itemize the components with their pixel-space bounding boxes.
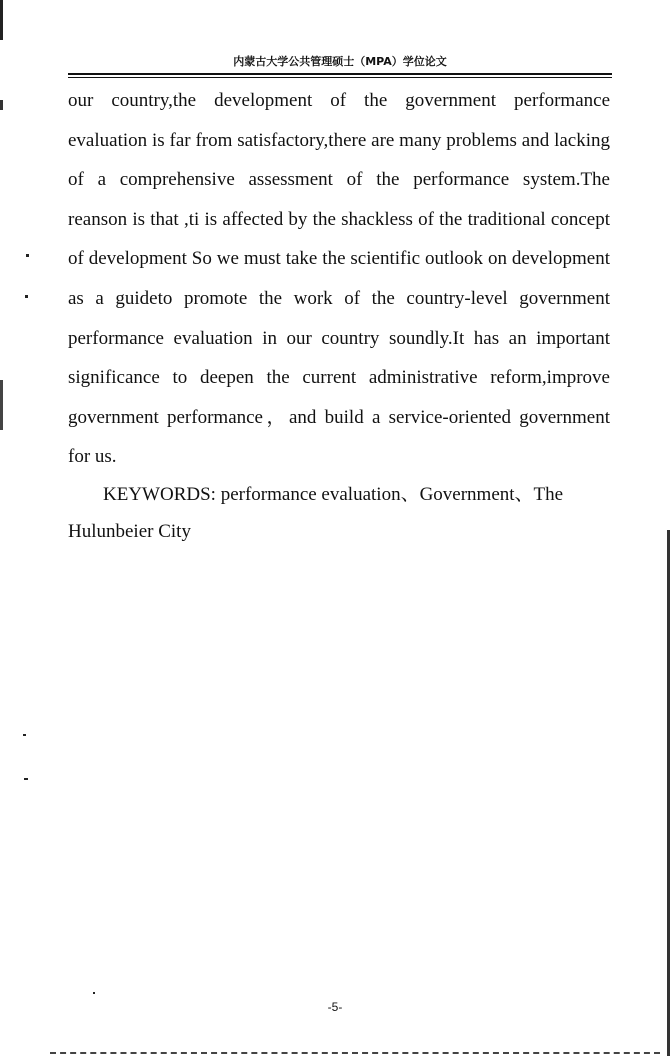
scan-speck	[25, 295, 28, 298]
abstract-paragraph: our country,the development of the government performance evaluation is far from satisfactory,there are many problems and lacking of a comprehensive assessment of the performance system.The reanson is that ,ti is affected by the shackless of the traditional concept of development So we must take the scientific outlook on development as a guideto promote the work of the country-level government performance evaluation in our country soundly.It has an important significance to deepen the current administrative reform,improve government performance，and build a service-oriented government for us.	[68, 90, 610, 468]
running-header: 内蒙古大学公共管理硕士（MPA）学位论文	[233, 55, 447, 68]
scan-speck	[23, 734, 26, 736]
header-rule-thick	[68, 73, 612, 75]
scan-speck	[26, 254, 29, 257]
scan-speck	[93, 992, 95, 994]
keywords-line: KEYWORDS: performance evaluation、Government、The Hulunbeier City	[68, 484, 564, 542]
page-number: -5-	[327, 1000, 343, 1014]
scan-speck	[24, 778, 28, 780]
bottom-scan-rule	[50, 1052, 660, 1054]
header-rule-thin	[68, 77, 612, 78]
scan-edge-left	[0, 0, 3, 1056]
